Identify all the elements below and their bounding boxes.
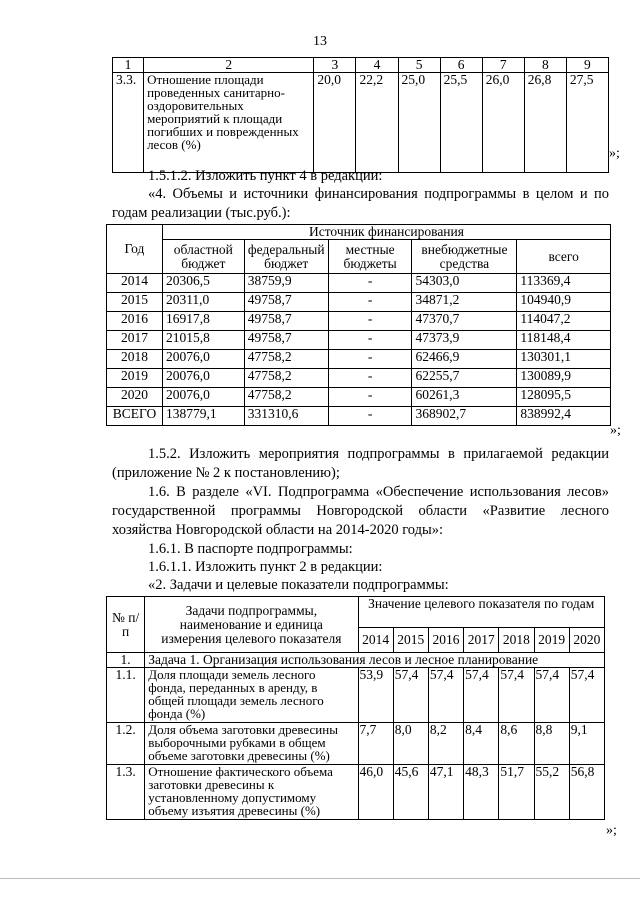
value-cell: 51,7 [499, 765, 534, 820]
year-header: 2014 [358, 628, 393, 653]
table-row [107, 723, 605, 765]
year-cell: 2018 [107, 350, 163, 369]
indicator-table-continuation [112, 57, 609, 173]
value-cell: 57,4 [534, 668, 569, 723]
amount-cell: 20076,0 [162, 369, 244, 388]
year-cell: ВСЕГО [107, 407, 163, 426]
indicator-name: Доля объема заготовки древесины выборочными рубками в общем объеме заготовки древесины (%) [145, 723, 358, 765]
amount-cell: 20076,0 [162, 350, 244, 369]
column-number: 1 [113, 58, 144, 73]
value-cell: 48,3 [464, 765, 499, 820]
table-row [107, 350, 611, 369]
quote-close: »; [610, 423, 621, 438]
value-cell: 7,7 [358, 723, 393, 765]
amount-cell: 47758,2 [244, 350, 328, 369]
table-row [107, 369, 611, 388]
value-cell: 55,2 [534, 765, 569, 820]
year-cell: 2014 [107, 274, 163, 293]
amount-cell: 118148,4 [517, 331, 611, 350]
amount-cell: - [328, 369, 412, 388]
column-number: 8 [524, 58, 566, 73]
table-row [107, 765, 605, 820]
quote-close: »; [609, 146, 620, 161]
value-cell: 20,0 [314, 73, 356, 173]
amount-cell: - [328, 388, 412, 407]
amount-cell: 60261,3 [412, 388, 517, 407]
amount-cell: 20076,0 [162, 388, 244, 407]
paragraph: «4. Объемы и источники финансирования подпрограммы в целом и по годам реализации (тыс.руб.): [112, 186, 609, 221]
year-cell: 2017 [107, 331, 163, 350]
value-cell: 57,4 [569, 668, 604, 723]
page-number: 13 [313, 34, 327, 49]
amount-cell: 47758,2 [244, 388, 328, 407]
year-cell: 2020 [107, 388, 163, 407]
quote-close: »; [606, 823, 617, 838]
paragraph: 1.6. В разделе «VI. Подпрограмма «Обеспечение использования лесов» государственной программы Новгородской области «Развитие лесного хозяйства Новгородской области на 2014-2020 годы»: [112, 484, 609, 538]
table-row [107, 274, 611, 293]
task-row [107, 653, 605, 668]
year-header: 2019 [534, 628, 569, 653]
amount-cell: 20306,5 [162, 274, 244, 293]
value-cell: 27,5 [566, 73, 608, 173]
value-cell: 8,4 [464, 723, 499, 765]
value-cell: 57,4 [499, 668, 534, 723]
value-cell: 47,1 [428, 765, 463, 820]
year-cell: 2015 [107, 293, 163, 312]
amount-cell: 47370,7 [412, 312, 517, 331]
source-columns-row [107, 240, 611, 274]
value-cell: 8,8 [534, 723, 569, 765]
value-cell: 57,4 [428, 668, 463, 723]
value-cell: 22,2 [356, 73, 398, 173]
table-row [107, 312, 611, 331]
value-cell: 45,6 [393, 765, 428, 820]
paragraph: 1.6.1.1. Изложить пункт 2 в редакции: [148, 559, 383, 575]
amount-cell: - [328, 293, 412, 312]
amount-cell: 47758,2 [244, 369, 328, 388]
targets-table [106, 596, 605, 820]
column-number: 7 [482, 58, 524, 73]
source-column-header: федеральный бюджет [244, 240, 328, 274]
amount-cell: 38759,9 [244, 274, 328, 293]
year-header: 2017 [464, 628, 499, 653]
amount-cell: 49758,7 [244, 293, 328, 312]
source-column-header: всего [517, 240, 611, 274]
value-cell: 25,0 [398, 73, 440, 173]
amount-cell: 114047,2 [517, 312, 611, 331]
amount-cell: 130089,9 [517, 369, 611, 388]
year-header: Год [107, 225, 163, 274]
column-number: 6 [440, 58, 482, 73]
amount-cell: 128095,5 [517, 388, 611, 407]
paragraph: «2. Задачи и целевые показатели подпрограммы: [148, 577, 449, 593]
year-header: 2015 [393, 628, 428, 653]
amount-cell: - [328, 350, 412, 369]
page-bottom-rule [0, 878, 640, 879]
value-header: Значение целевого показателя по годам [358, 597, 605, 628]
indicator-name: Отношение площади проведенных санитарно-оздоровительных мероприятий к площади погибших и поврежденных лесов (%) [144, 73, 314, 173]
financing-table [106, 224, 611, 426]
amount-cell: 20311,0 [162, 293, 244, 312]
year-cell: 2016 [107, 312, 163, 331]
column-numbers-row [113, 58, 609, 73]
row-number: 1.3. [107, 765, 145, 820]
source-column-header: внебюджетные средства [412, 240, 517, 274]
row-number: 3.3. [113, 73, 144, 173]
year-cell: 2019 [107, 369, 163, 388]
num-header: № п/п [107, 597, 145, 653]
paragraph: 1.5.2. Изложить мероприятия подпрограммы в прилагаемой редакции (приложение № 2 к постановлению); [112, 446, 609, 481]
year-header: 2016 [428, 628, 463, 653]
value-cell: 57,4 [464, 668, 499, 723]
column-number: 4 [356, 58, 398, 73]
row-number: 1.2. [107, 723, 145, 765]
value-cell: 9,1 [569, 723, 604, 765]
table-row [107, 331, 611, 350]
value-cell: 25,5 [440, 73, 482, 173]
value-cell: 8,6 [499, 723, 534, 765]
indicator-name: Доля площади земель лесного фонда, переданных в аренду, в общей площади земель лесного фонда (%) [145, 668, 358, 723]
amount-cell: 138779,1 [162, 407, 244, 426]
table-row [107, 293, 611, 312]
indicator-name: Отношение фактического объема заготовки древесины к установленному допустимому объему изъятия древесины (%) [145, 765, 358, 820]
value-cell: 26,8 [524, 73, 566, 173]
amount-cell: 838992,4 [517, 407, 611, 426]
value-cell: 26,0 [482, 73, 524, 173]
amount-cell: 34871,2 [412, 293, 517, 312]
row-number: 1.1. [107, 668, 145, 723]
amount-cell: 113369,4 [517, 274, 611, 293]
table-row [107, 668, 605, 723]
table-row [107, 407, 611, 426]
amount-cell: 49758,7 [244, 331, 328, 350]
amount-cell: - [328, 274, 412, 293]
amount-cell: - [328, 312, 412, 331]
amount-cell: 62466,9 [412, 350, 517, 369]
amount-cell: - [328, 407, 412, 426]
task-header: Задачи подпрограммы, наименование и единица измерения целевого показателя [145, 597, 358, 653]
amount-cell: 47373,9 [412, 331, 517, 350]
amount-cell: 62255,7 [412, 369, 517, 388]
value-cell: 8,0 [393, 723, 428, 765]
column-number: 5 [398, 58, 440, 73]
amount-cell: 368902,7 [412, 407, 517, 426]
value-cell: 46,0 [358, 765, 393, 820]
amount-cell: - [328, 331, 412, 350]
value-cell: 53,9 [358, 668, 393, 723]
amount-cell: 331310,6 [244, 407, 328, 426]
amount-cell: 21015,8 [162, 331, 244, 350]
column-number: 9 [566, 58, 608, 73]
table-row [107, 388, 611, 407]
year-header: 2018 [499, 628, 534, 653]
source-column-header: местные бюджеты [328, 240, 412, 274]
amount-cell: 54303,0 [412, 274, 517, 293]
value-cell: 57,4 [393, 668, 428, 723]
source-column-header: областной бюджет [162, 240, 244, 274]
table-row [113, 73, 609, 173]
amount-cell: 49758,7 [244, 312, 328, 331]
value-cell: 8,2 [428, 723, 463, 765]
column-number: 2 [144, 58, 314, 73]
amount-cell: 130301,1 [517, 350, 611, 369]
task-title: Задача 1. Организация использования лесов и лесное планирование [145, 653, 605, 668]
task-number: 1. [107, 653, 145, 668]
value-cell: 56,8 [569, 765, 604, 820]
paragraph: 1.6.1. В паспорте подпрограммы: [148, 541, 353, 557]
source-header: Источник финансирования [162, 225, 610, 240]
paragraph: 1.5.1.2. Изложить пункт 4 в редакции: [148, 168, 383, 184]
amount-cell: 16917,8 [162, 312, 244, 331]
year-header: 2020 [569, 628, 604, 653]
column-number: 3 [314, 58, 356, 73]
amount-cell: 104940,9 [517, 293, 611, 312]
